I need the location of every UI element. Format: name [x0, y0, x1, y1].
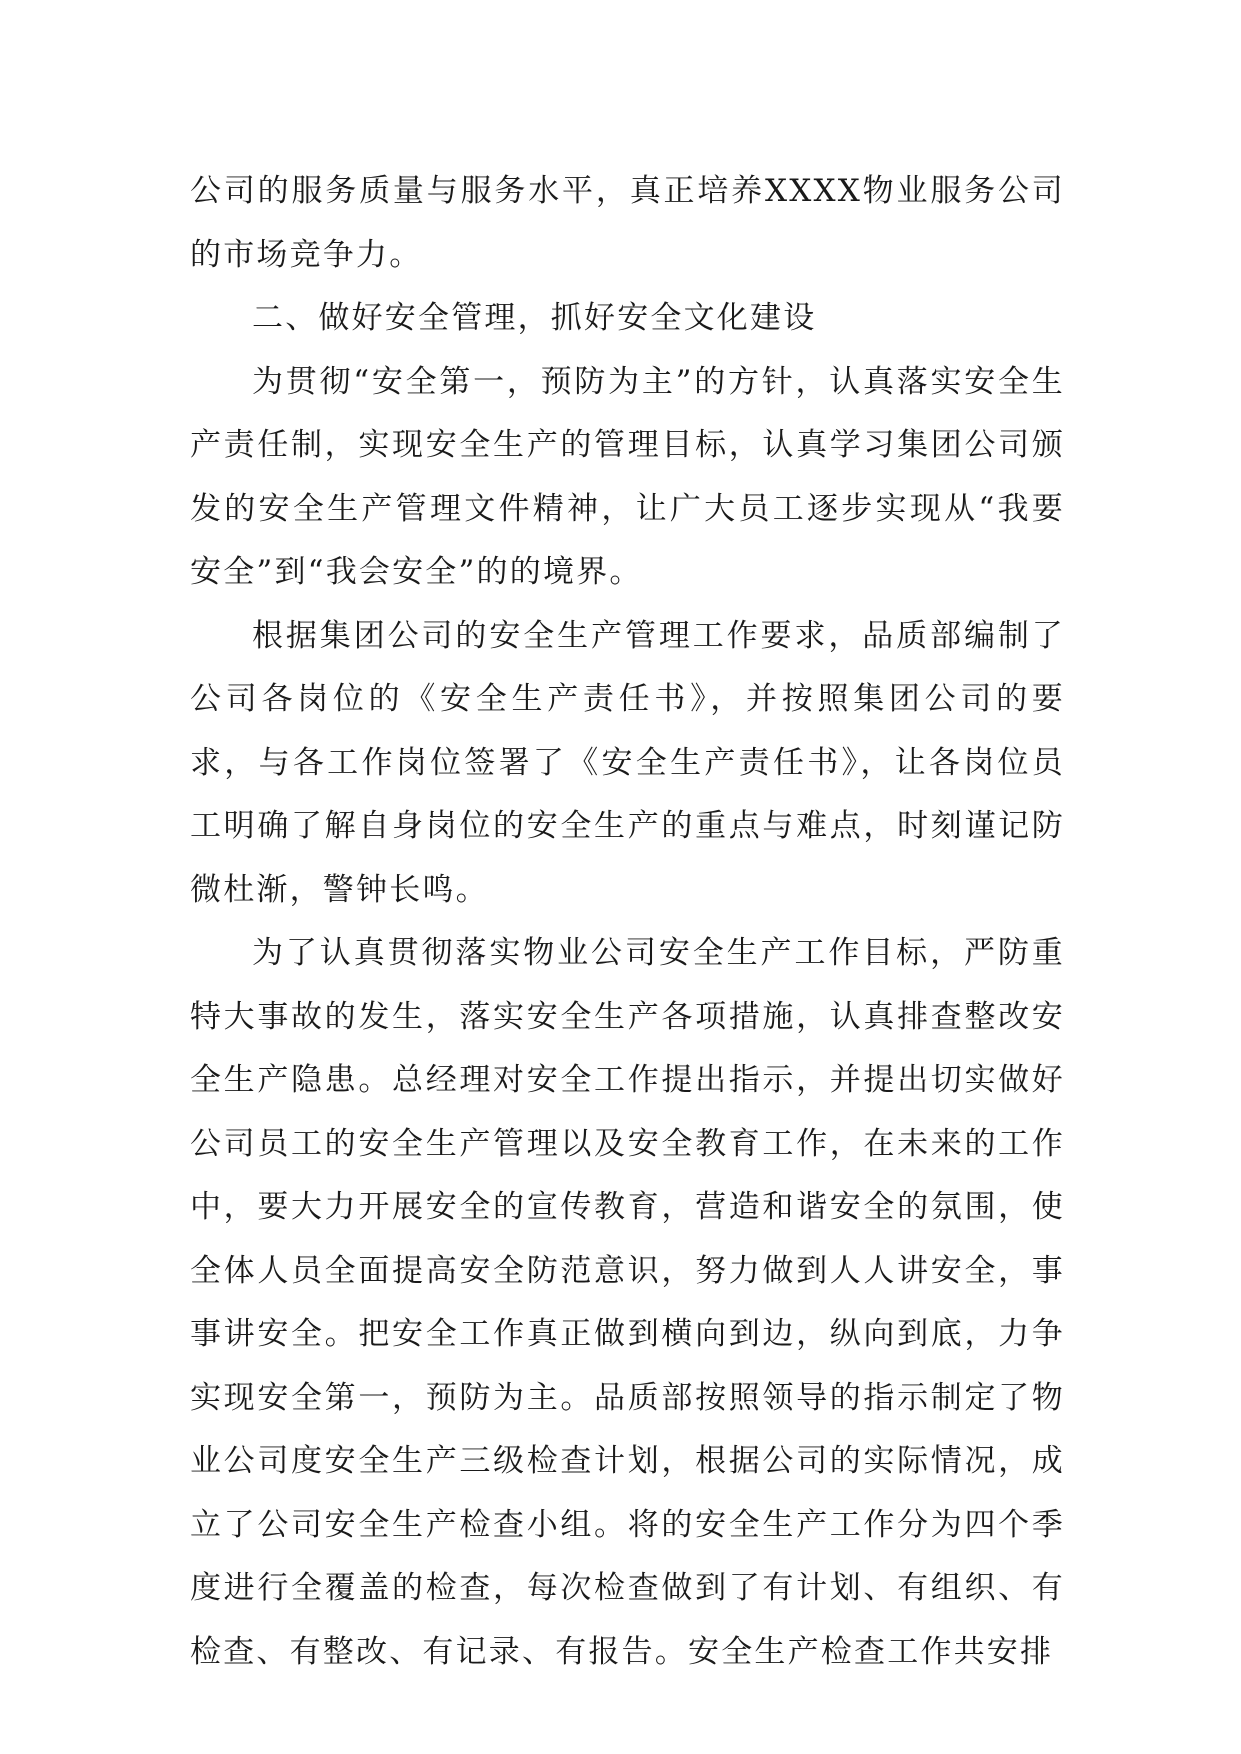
paragraph-inspection: 为了认真贯彻落实物业公司安全生产工作目标，严防重特大事故的发生，落实安全生产各项措施，认真排查整改安全生产隐患。总经理对安全工作提出指示，并提出切实做好公司员工的安全生产管理以及安全教育工作，在未来的工作中，要大力开展安全的宣传教育，营造和谐安全的氛围，使全体人员全面提高安全防范意识，努力做到人人讲安全，事事讲安全。把安全工作真正做到横向到边，纵向到底，力争实现安全第一，预防为主。品质部按照领导的指示制定了物业公司度安全生产三级检查计划，根据公司的实际情况，成立了公司安全生产检查小组。将的安全生产工作分为四个季度进行全覆盖的检查，每次检查做到了有计划、有组织、有检查、有整改、有记录、有报告。安全生产检查工作共安排 — [190, 935, 1065, 1670]
section-heading: 二、做好安全管理，抓好安全文化建设 — [252, 300, 817, 336]
paragraph-responsibility: 根据集团公司的安全生产管理工作要求，品质部编制了公司各岗位的《安全生产责任书》，并按照集团公司的要求，与各工作岗位签署了《安全生产责任书》，让各岗位员工明确了解自身岗位的安全生产的重点与难点，时刻谨记防微杜渐，警钟长鸣。 — [190, 617, 1065, 908]
paragraph-continuation: 公司的服务质量与服务水平，真正培养XXXX物业服务公司的市场竞争力。 — [190, 173, 1065, 273]
document-body — [190, 160, 1065, 1684]
paragraph-safety-policy: 为贯彻“安全第一，预防为主”的方针，认真落实安全生产责任制，实现安全生产的管理目标，认真学习集团公司颁发的安全生产管理文件精神，让广大员工逐步实现从“我要安全”到“我会安全”的的境界。 — [190, 363, 1065, 590]
